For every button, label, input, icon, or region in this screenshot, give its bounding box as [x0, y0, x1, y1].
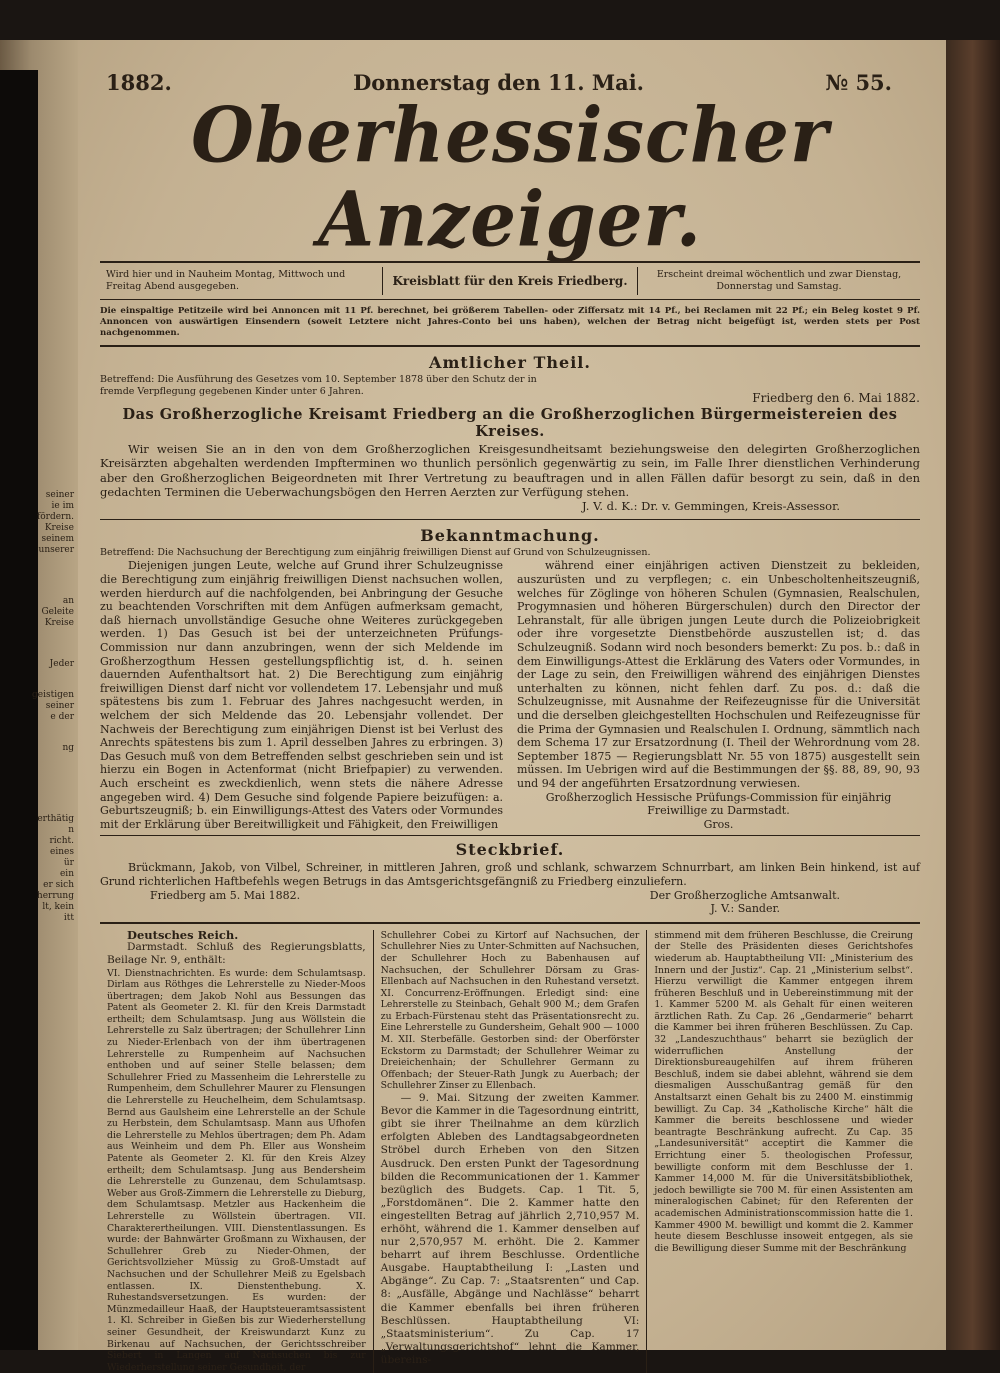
official-subject: Betreffend: Die Ausführung des Gesetzes vom 10. September 1878 über den Schutz der in fremde Verpflegung gegebenen Kinder unter 6 Jahren. [100, 374, 537, 397]
official-section-heading: Amtlicher Theil. [429, 353, 591, 372]
wanted-notice-heading: Steckbrief. [455, 840, 565, 860]
news-columns [100, 927, 920, 1373]
book-spine [945, 40, 1000, 1350]
official-section [100, 353, 920, 513]
divider [100, 299, 920, 300]
wanted-notice-signer: J. V.: Sander. [710, 902, 780, 916]
announcement-column-2: während einer einjährigen activen Dienstzeit zu bekleiden, auszurüsten und zu verpflegen; c. ein Unbescholtenheitszeugniß, welches für Zöglinge von höheren Schulen (Gymnasien, Realschulen, Progymnasien und höheren Bürgerschulen) durch den Director der Lehranstalt, für alle übrigen jungen Leute durch die Polizeiobrigkeit oder ihre vorgesetzte Dienstbehörde auszustellen ist; d. das Schulzeugniß. Sodann wird noch besonders bemerkt: Zu pos. b.: daß in dem Einwilligungs-Attest die Erklärung des Vaters oder Vormundes, in der Lage zu sein, den Freiwilligen während des einjährigen Dienstes unterhalten zu können, nicht fehlen darf. Zu pos. d.: daß die Schulzeugnisse, mit Ausnahme der Reifezeugnisse für die Universität und die derselben gleichgestellten Hochschulen und Reifezeugnisse für die Prima der Gymnasien und Realschulen I. Ordnung, sämmtlich nach dem Schema 17 zur Ersatzordnung (I. Theil der Wehrordnung vom 28. September 1875 — Regierungsblatt Nr. 55 von 1875) ausgestellt sein müssen. Im Uebrigen wird auf die Bestimmungen der §§. 88, 89, 90, 93 und 94 der angeführten Ersatzordnung verwiesen. [517, 559, 920, 790]
news-column-2 [373, 930, 647, 1373]
district-gazette-label: Kreisblatt für den Kreis Friedberg. [392, 274, 628, 288]
announcement-column-2-wrap [517, 559, 920, 831]
divider [100, 519, 920, 520]
wanted-notice-place-date: Friedberg am 5. Mai 1882. [150, 888, 301, 902]
news-column-1 [100, 927, 373, 1373]
news-column-2-text-b: — 9. Mai. Sitzung der zweiten Kammer. Bevor die Kammer in die Tagesordnung eintritt, gibt sie ihrer Theilnahme an dem kürzlich erfolgten Ableben des Landtagsabgeordneten Ströbel durch Erheben von den Sitzen Ausdruck. Den ersten Punkt der Tagesordnung bilden die Recommunicationen der 1. Kammer bezüglich des Budgets. Cap. 1 Tit. 5, „Forstdomänen“. Die 2. Kammer hatte den eingestellten Betrag auf jährlich 2,710,957 M. erhöht, während die 1. Kammer denselben auf nur 2,570,957 M. erhöht. Die 2. Kammer beharrt auf ihrem Beschlusse. Ordentliche Ausgabe. Hauptabtheilung I: „Lasten und Abgänge“. Zu Cap. 7: „Staatsrenten“ und Cap. 8: „Ausfälle, Abgänge und Nachlässe“ beharrt die Kammer ebenfalls bei ihren früheren Beschlüssen. Hauptabtheilung VI: „Staatsministerium“. Zu Cap. 17 „Verwaltungsgerichtshof“ lehnt die Kammer, übereins- [380, 1092, 640, 1366]
wanted-notice-authority: Der Großherzogliche Amtsanwalt. [649, 888, 840, 902]
announcement-subject: Betreffend: Die Nachsuchung der Berechtigung zum einjährig freiwilligen Dienst auf Grund von Schulzeugnissen. [100, 547, 651, 559]
news-column-1-text: VI. Dienstnachrichten. Es wurde: dem Schulamtsasp. Dirlam aus Röthges die Lehrerstelle zu Nieder-Moos übertragen; dem Jakob Nohl aus Bessungen das Patent als Geometer 2. Kl. für den Kreis Darmstadt ertheilt; dem Schulamtsasp. Jung aus Wöllstein die Lehrerstelle zu Salz übertragen; der Schullehrer Linn zu Nieder-Erlenbach von der ihm übertragenen Lehrerstelle zu Rumpenheim auf Nachsuchen enthoben und auf seiner Stelle belassen; dem Schullehrer Fried zu Massenheim die Lehrerstelle zu Rumpenheim, dem Schullehrer Maurer zu Flensungen die Lehrerstelle zu Heuchelheim, dem Schulamtsasp. Bernd aus Gaulsheim eine Lehrerstelle an der Schule zu Herbstein, dem Schulamtsasp. Mann aus Ufhofen die Lehrerstelle zu Mehlos übertragen; dem Ph. Adam aus Weinheim und dem Ph. Eller aus Wonsheim Patente als Geometer 2. Kl. für den Kreis Alzey ertheilt; dem Schulamtsasp. Jung aus Bendersheim die Lehrerstelle zu Gunzenau, dem Schulamtsasp. Weber aus Groß-Zimmern die Lehrerstelle zu Dieburg, dem Schulamtsasp. Metzler aus Hackenheim die Lehrerstelle zu Wöllstein übertragen. VII. Charakterertheilungen. VIII. Dienstentlassungen. Es wurde: der Bahnwärter Großmann zu Wixhausen, der Schullehrer Greb zu Nieder-Ohmen, der Gerichtsvollzieher Müssig zu Groß-Umstadt auf Nachsuchen und der Schullehrer Meiß zu Egelsbach entlassen. IX. Dienstenthebung. X. Ruhestandsversetzungen. Es wurden: der Münzmedailleur Haaß, der Hauptsteueramtsassistent 1. Kl. Schreiber in Gießen bis zur Wiederherstellung seiner Gesundheit, der Kreiswundarzt Kunz zu Birkenau auf Nachsuchen, der Gerichtsschreiber Siebert in Langen auf Nachsuchen bis zur Wiederherstellung seiner Gesundheit, der [107, 967, 366, 1373]
announcement-column-1: Diejenigen jungen Leute, welche auf Grund ihrer Schulzeugnisse die Berechtigung zum einjährig freiwilligen Dienst nachsuchen wollen, werden hierdurch auf die nachfolgenden, bei Anbringung der Gesuche zu beachtenden Vorschriften mit dem Anfügen aufmerksam gemacht, daß hiernach unvollständige Gesuche ohne Weiteres zurückgegeben werden. 1) Das Gesuch ist bei der unterzeichneten Prüfungs-Commission nur dann anzubringen, wenn der sich Meldende im Großherzogthum Hessen gestellungspflichtig ist, d. h. seinen dauernden Aufenthaltsort hat. 2) Die Berechtigung zum einjährig freiwilligen Dienst darf nicht vor vollendetem 17. Lebensjahr und muß spätestens bis zum 1. Februar des Jahres nachgesucht werden, in welchem der sich Meldende das 20. Lebensjahr vollendet. Der Nachweis der Berechtigung zum einjährigen Dienst ist bei Verlust des Anrechts spätestens bis zum 1. April desselben Jahres zu erbringen. 3) Das Gesuch muß von dem Betreffenden selbst geschrieben sein und ist hierzu ein Bogen in Actenformat (nicht Briefpapier) zu verwenden. Auch erscheint es zweckdienlich, wenn stets die nähere Adresse angegeben wird. 4) Dem Gesuche sind folgende Papiere beizufügen: a. Geburtszeugniß; b. ein Einwilligungs-Attest des Vaters oder Vormundes mit der Erklärung über Bereitwilligkeit und Fähigkeit, den Freiwilligen [100, 559, 503, 831]
announcement-columns [100, 559, 920, 831]
announcement-signature: Großherzoglich Hessische Prüfungs-Commission für einjährig Freiwillige zu Darmstadt. [545, 790, 892, 818]
info-row [100, 267, 920, 295]
issue-year: 1882. [106, 70, 172, 95]
news-column-3: stimmend mit dem früheren Beschlusse, die Creirung der Stelle des Präsidenten dieses Gerichtshofes wiederum ab. Hauptabtheilung VII: „Ministerium des Innern und der Justiz“. Cap. 21 „Ministerium selbst“. Hierzu verwilligt die Kammer entgegen ihrem früheren Beschluß und in Uebereinstimmung mit der 1. Kammer 5200 M. als Gehalt für einen weiteren ärztlichen Rath. Zu Cap. 26 „Gendarmerie“ beharrt die Kammer bei ihren früheren Beschlüssen. Zu Cap. 32 „Landeszuchthaus“ beharrt sie bezüglich der widerruflichen Anstellung der Direktionsbureaugehilfen auf ihrem früheren Beschluß, indem sie dabei ablehnt, während sie dem diesmaligen Ausschußantrag gemäß für den Anstaltsarzt einen Gehalt bis zu 2400 M. einstimmig bewilligt. Zu Cap. 34 „Katholische Kirche“ hält die Kammer die bereits beschlossene und wieder beantragte Beschränkung aufrecht. Zu Cap. 35 „Landesuniversität“ acceptirt die Kammer die Errichtung einer 5. theologischen Professur, bewilligte conform mit dem Beschlusse der 1. Kammer 14,000 M. für die Universitätsbibliothek, jedoch bewilligte sie 700 M. für einen Assistenten am mineralogischen Cabinet; für den Referenten der academischen Administrationscommission hatte die 1. Kammer 4900 M. bewilligt und kommt die 2. Kammer heute diesem Beschlusse insoweit entgegen, als sie die Bewilligung dieser Summe mit der Beschränkung [646, 930, 920, 1373]
issue-days-note: Wird hier und in Nauheim Montag, Mittwoch und Freitag Abend ausgegeben. [100, 267, 383, 295]
official-place-date: Friedberg den 6. Mai 1882. [752, 391, 920, 405]
adjacent-page-fragments: seiner ie im fördern. Kreise seinem unserer an Geleite Kreise Jeder geistigen seiner e der ng erthätig n richt. eines ür ein er sich herrung lt, kein itt [32, 490, 74, 923]
divider [100, 922, 920, 924]
announcement-heading: Bekanntmachung. [420, 526, 600, 546]
advertising-rates-notice: Die einspaltige Petitzeile wird bei Annoncen mit 11 Pf. berechnet, bei größerem Tabellen- oder Ziffersatz mit 14 Pf., bei Reclamen mit 22 Pf.; ein Beleg kostet 9 Pf. Annoncen von auswärtigen Einsendern (soweit Letztere nicht Jahres-Conto bei uns haben), welchen der Betrag nicht beigefügt ist, werden stets per Post nachgenommen. [100, 306, 920, 338]
official-authority: Das Großherzogliche Kreisamt Friedberg an die Großherzoglichen Bürgermeistereien des Kreises. [122, 406, 898, 440]
news-column-2-text-a: Schullehrer Cobei zu Kirtorf auf Nachsuchen, der Schullehrer Nies zu Unter-Schmitten auf Nachsuchen, der Schullehrer Hoch zu Babenhausen auf Nachsuchen, der Schullehrer Dörsam zu Gras-Ellenbach auf Nachsuchen in den Ruhestand versetzt. XI. Concurrenz-Eröffnungen. Erledigt sind: eine Lehrerstelle zu Steinbach, Gehalt 900 M.; dem Grafen zu Erbach-Fürstenau steht das Präsentationsrecht zu. Eine Lehrerstelle zu Gundersheim, Gehalt 900 — 1000 M. XII. Sterbefälle. Gestorben sind: der Oberförster Eckstorm zu Darmstadt; der Schullehrer Weimar zu Dreieichenhain; der Schullehrer Germann zu Offenbach; der Steuer-Rath Jungk zu Auerbach; der Schullehrer Zinser zu Ellenbach. [380, 929, 640, 1092]
announcement-section [100, 526, 920, 831]
issue-number: № 55. [825, 70, 892, 95]
newspaper-page [78, 40, 946, 1373]
news-column-lead: Darmstadt. Schluß des Regierungsblatts, Beilage Nr. 9, enthält: [107, 941, 366, 967]
wanted-notice-text: Brückmann, Jakob, von Vilbel, Schreiner, in mittleren Jahren, groß und schlank, schwarzem Schnurrbart, am linken Bein hinkend, ist auf Grund richterlichen Haftbefehls wegen Betrugs in das Amtsgerichtsgefängniß zu Friedberg einzuliefern. [100, 861, 920, 888]
divider [100, 835, 920, 836]
issue-date: Donnerstag den 11. Mai. [353, 70, 644, 95]
newspaper-title: Oberhessischer Anzeiger. [191, 89, 829, 264]
wanted-notice-section [100, 840, 920, 915]
official-signature: J. V. d. K.: Dr. v. Gemmingen, Kreis-Assessor. [582, 499, 840, 514]
adjacent-page-strip [0, 40, 78, 1350]
publication-frequency-note: Erscheint dreimal wöchentlich und zwar Dienstag, Donnerstag und Samstag. [637, 267, 920, 295]
news-column-heading: Deutsches Reich. [127, 927, 239, 942]
official-text: Wir weisen Sie an in den von dem Großherzoglichen Kreisgesundheitsamt beziehungsweise den delegirten Großherzoglichen Kreisärzten abgehalten werdenden Impfterminen wo thunlich persönlich gegenwärtig zu sein, im Falle Ihrer dienstlichen Verhinderung aber den Großherzoglichen Beigeordneten mit Ihrer Vertretung zu beauftragen und in allen Fällen dafür besorgt zu sein, daß in den gedachten Terminen die Ueberwachungsbögen den Herren Aerzten zur Verfügung stehen. [100, 442, 920, 499]
divider [100, 345, 920, 347]
announcement-signer: Gros. [703, 817, 734, 831]
wanted-notice-footer [100, 889, 920, 903]
